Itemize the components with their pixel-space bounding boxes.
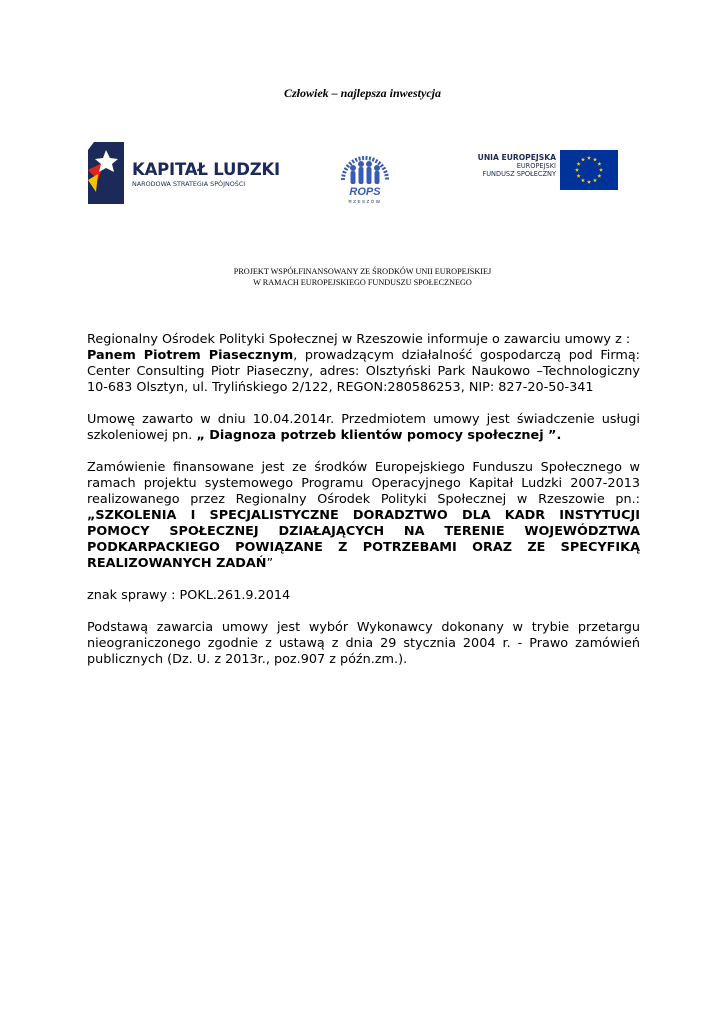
eu-line-1: UNIA EUROPEJSKA [477, 153, 556, 162]
contractor-details: , prowadzącym działalność gospodarczą pod Firmą: Center Consulting Piotr Piaseczny, adres: Olsztyński Park Naukowo –Technologiczny 10-683 Olsztyn, ul. Trylińskiego 2/122, REGON:280586253, NIP: 827-20-50-341 [87, 348, 640, 395]
project-title-close: ” [266, 556, 274, 571]
project-line-2: W RAMACH EUROPEJSKIEGO FUNDUSZU SPOŁECZNEGO [253, 278, 472, 287]
document-body [87, 332, 640, 668]
funding-text: Zamówienie finansowane jest ze środków Europejskiego Funduszu Społecznego w ramach projektu systemowego Programu Operacyjnego Kapitał Ludzki 2007-2013 realizowanego przez Regionalny Ośrodek Polityki Społecznej w Rzeszowie pn.: [87, 460, 640, 507]
rops-emblem-icon [335, 150, 395, 205]
eu-line-2: EUROPEJSKI [516, 162, 556, 170]
contractor-name: Panem Piotrem Piasecznym [87, 348, 294, 363]
rops-logo [335, 150, 395, 205]
kapital-ludzki-subtitle: NARODOWA STRATEGIA SPÓJNOŚCI [132, 180, 246, 188]
eu-line-3: FUNDUSZ SPOŁECZNY [482, 170, 556, 178]
project-line-1: PROJEKT WSPÓŁFINANSOWANY ZE ŚRODKÓW UNII EUROPEJSKIEJ [233, 267, 492, 276]
paragraph-legal-basis: Podstawą zawarcia umowy jest wybór Wykonawcy dokonany w trybie przetargu nieograniczonego zgodnie z ustawą z dnia 29 stycznia 2004 r. - Prawo zamówień publicznych (Dz. U. z 2013r., poz.907 z późn.zm.). [87, 620, 640, 667]
eu-logo [460, 150, 620, 192]
project-title: „SZKOLENIA I SPECJALISTYCZNE DORADZTWO DLA KADR INSTYTUCJI POMOCY SPOŁECZNEJ DZIAŁAJĄCYCH NA TERENIE WOJEWÓDZTWA PODKARPACKIEGO POWIĄZANE Z POTRZEBAMI ORAZ ZE SPECYFIKĄ REALIZOWANYCH ZADAŃ [87, 508, 640, 571]
motto-heading: Człowiek – najlepsza inwestycja [283, 86, 441, 100]
eu-flag-icon [560, 150, 618, 190]
kapital-ludzki-logo [84, 142, 280, 204]
kapital-ludzki-title: KAPITAŁ LUDZKI [132, 160, 280, 179]
project-funding-header [0, 266, 725, 288]
rops-city: RZESZÓW [348, 199, 382, 204]
service-title: „ Diagnoza potrzeb klientów pomocy społecznej ”. [196, 428, 562, 443]
eu-text-block [460, 153, 556, 178]
contract-date-text: Umowę zawarto w dniu 10.04.2014r. Przedmiotem umowy jest świadczenie usługi szkoleniowej pn. [87, 412, 640, 443]
paragraph-funding [87, 460, 640, 572]
paragraph-contract-date [87, 412, 640, 444]
paragraph-contractor [87, 348, 640, 396]
paragraph-intro: Regionalny Ośrodek Polityki Społecznej w Rzeszowie informuje o zawarciu umowy z : [87, 332, 631, 347]
paragraph-case-number: znak sprawy : POKL.261.9.2014 [87, 588, 291, 603]
kapital-ludzki-emblem-icon [84, 142, 128, 204]
rops-name: ROPS [349, 186, 381, 198]
